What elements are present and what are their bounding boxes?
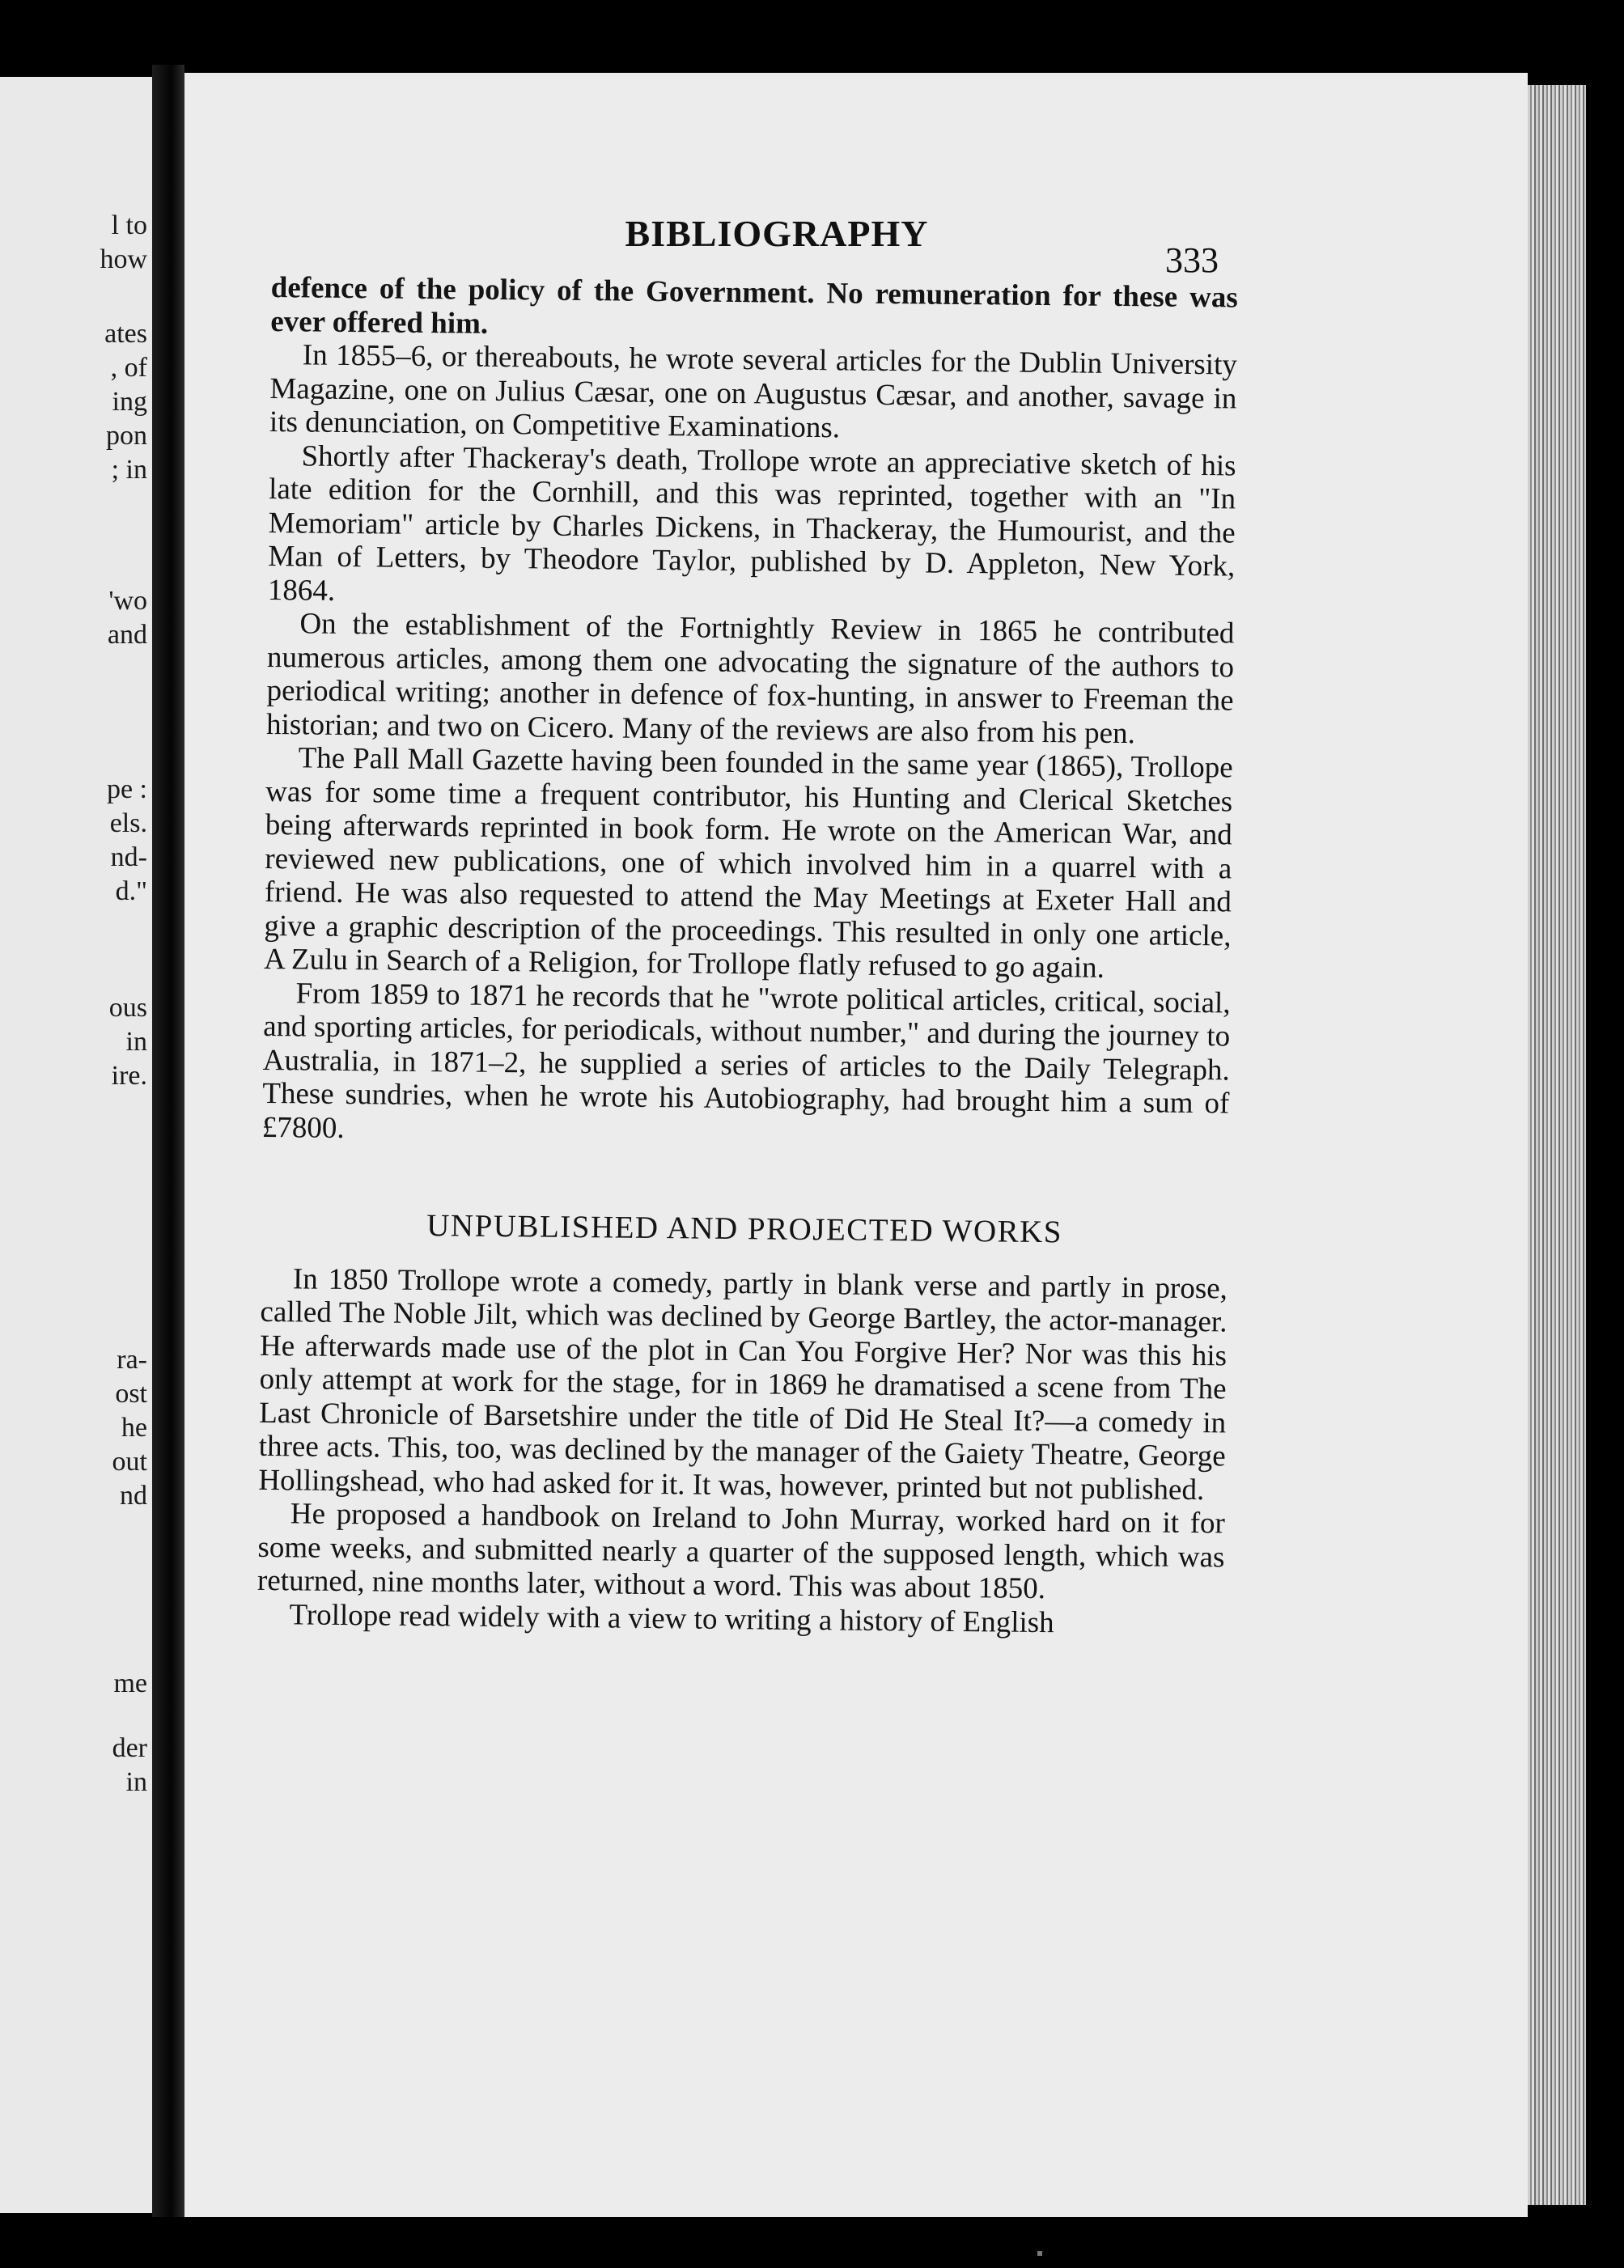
paragraphs-before <box>262 271 1238 1154</box>
scan-mark <box>1037 2251 1042 2256</box>
left-page-fragment: nd <box>120 1481 147 1511</box>
left-page-fragment: ; in <box>111 455 147 485</box>
left-page-fragment: der <box>112 1733 147 1763</box>
left-page-fragment: how <box>100 244 147 274</box>
left-page-fragment: pe : <box>106 774 147 804</box>
left-page-fragment: l to <box>111 210 147 240</box>
page-edges <box>1528 85 1586 2205</box>
paragraph: In 1850 Trollope wrote a comedy, partly in blank verse and partly in prose, called The Noble Jilt, which was declined by George Bartley, the actor-manager. He afterwards made use of the plot in Can You Forgive Her? Nor was this his only attempt at work for the stage, for in 1869 he dramatised a scene from The Last Chronicle of Barsetshire under the title of Did He Steal It?—a comedy in three acts. This, too, was declined by the manager of the Gaiety Theatre, George Hollingshead, who had asked for it. It was, however, printed but not published. <box>258 1261 1228 1507</box>
left-page-fragment: nd- <box>110 842 147 872</box>
left-page-fragment: ire. <box>111 1061 147 1091</box>
left-page-fragment: 'wo <box>108 586 147 616</box>
paragraph: Trollope read widely with a view to writing a history of English <box>289 1597 1054 1639</box>
paragraph: In 1855–6, or thereabouts, he wrote several articles for the Dublin University Magazine, one on Julius Cæsar, one on Augustus Cæsar, and another, savage in its denunciation, on Competitive Examinations. <box>269 338 1238 445</box>
paragraph: He proposed a handbook on Ireland to John Murray, worked hard on it for some weeks, and submitted nearly a quarter of the supposed length, which was returned, nine months later, without a word. This was about 1850. <box>257 1497 1226 1606</box>
paragraph: From 1859 to 1871 he records that he "wrote political articles, critical, social, and sporting articles, for periodicals, without number," and during the journey to Australia, in 1871–2, he supplied a series of articles to the Daily Telegraph. These sundries, when he wrote his Autobiography, had brought him a sum of £7800. <box>261 976 1231 1145</box>
book-gutter <box>152 65 184 2217</box>
paragraph: On the establishment of the Fortnightly Review in 1865 he contributed numerous articles, among them one advocating the signature of the authors to periodical writing; another in defence of fox-hunting, in answer to Freeman the historian; and two on Cicero. Many of the reviews are also from his pen. <box>265 607 1235 750</box>
left-page-fragment: pon <box>106 421 147 451</box>
left-page-fragment: ous <box>108 993 147 1023</box>
text-block <box>257 271 1238 1641</box>
left-page-fragment: out <box>112 1447 147 1477</box>
left-page-fragment: and <box>107 620 147 650</box>
left-page-fragment: me <box>113 1668 147 1698</box>
left-page-edge <box>0 77 152 2213</box>
left-page-fragment: , of <box>110 353 147 383</box>
paragraph: The Pall Mall Gazette having been founded in the same year (1865), Trollope was for some time a frequent contributor, his Hunting and Clerical Sketches being afterwards reprinted in book form. He wrote on the American War, and reviewed new publications, one of which involved him in a quarrel with a friend. He was also requested to attend the May Meetings at Exeter Hall and give a graphic description of the proceedings. This resulted in only one article, A Zulu in Search of a Religion, for Trollope flatly refused to go again. <box>263 741 1233 985</box>
left-page-fragment: in <box>125 1767 147 1797</box>
left-page-fragment: ost <box>115 1379 147 1409</box>
page-number: 333 <box>1165 240 1219 280</box>
left-page-fragment: ra- <box>117 1345 147 1375</box>
left-page-fragment: ates <box>104 319 147 349</box>
left-page-fragment: in <box>125 1027 147 1057</box>
paragraph: Shortly after Thackeray's death, Trollope wrote an appreciative sketch of his late edition for the Cornhill, and this was reprinted, together with an "In Memoriam" article by Charles Dickens, in Thackeray, the Humourist, and the Man of Letters, by Theodore Taylor, published by D. Appleton, New York, 1864. <box>267 439 1236 608</box>
paragraph: defence of the policy of the Government. No remuneration for these was ever offered him. <box>270 271 1238 341</box>
paragraphs-after <box>257 1261 1228 1641</box>
left-page-fragment: els. <box>109 808 147 838</box>
section-heading: UNPUBLISHED AND PROJECTED WORKS <box>426 1208 1063 1250</box>
left-page-fragment: he <box>121 1413 147 1443</box>
running-head: BIBLIOGRAPHY <box>625 213 929 254</box>
left-page-fragment: ing <box>112 387 147 417</box>
left-page-fragment: d." <box>115 876 147 906</box>
